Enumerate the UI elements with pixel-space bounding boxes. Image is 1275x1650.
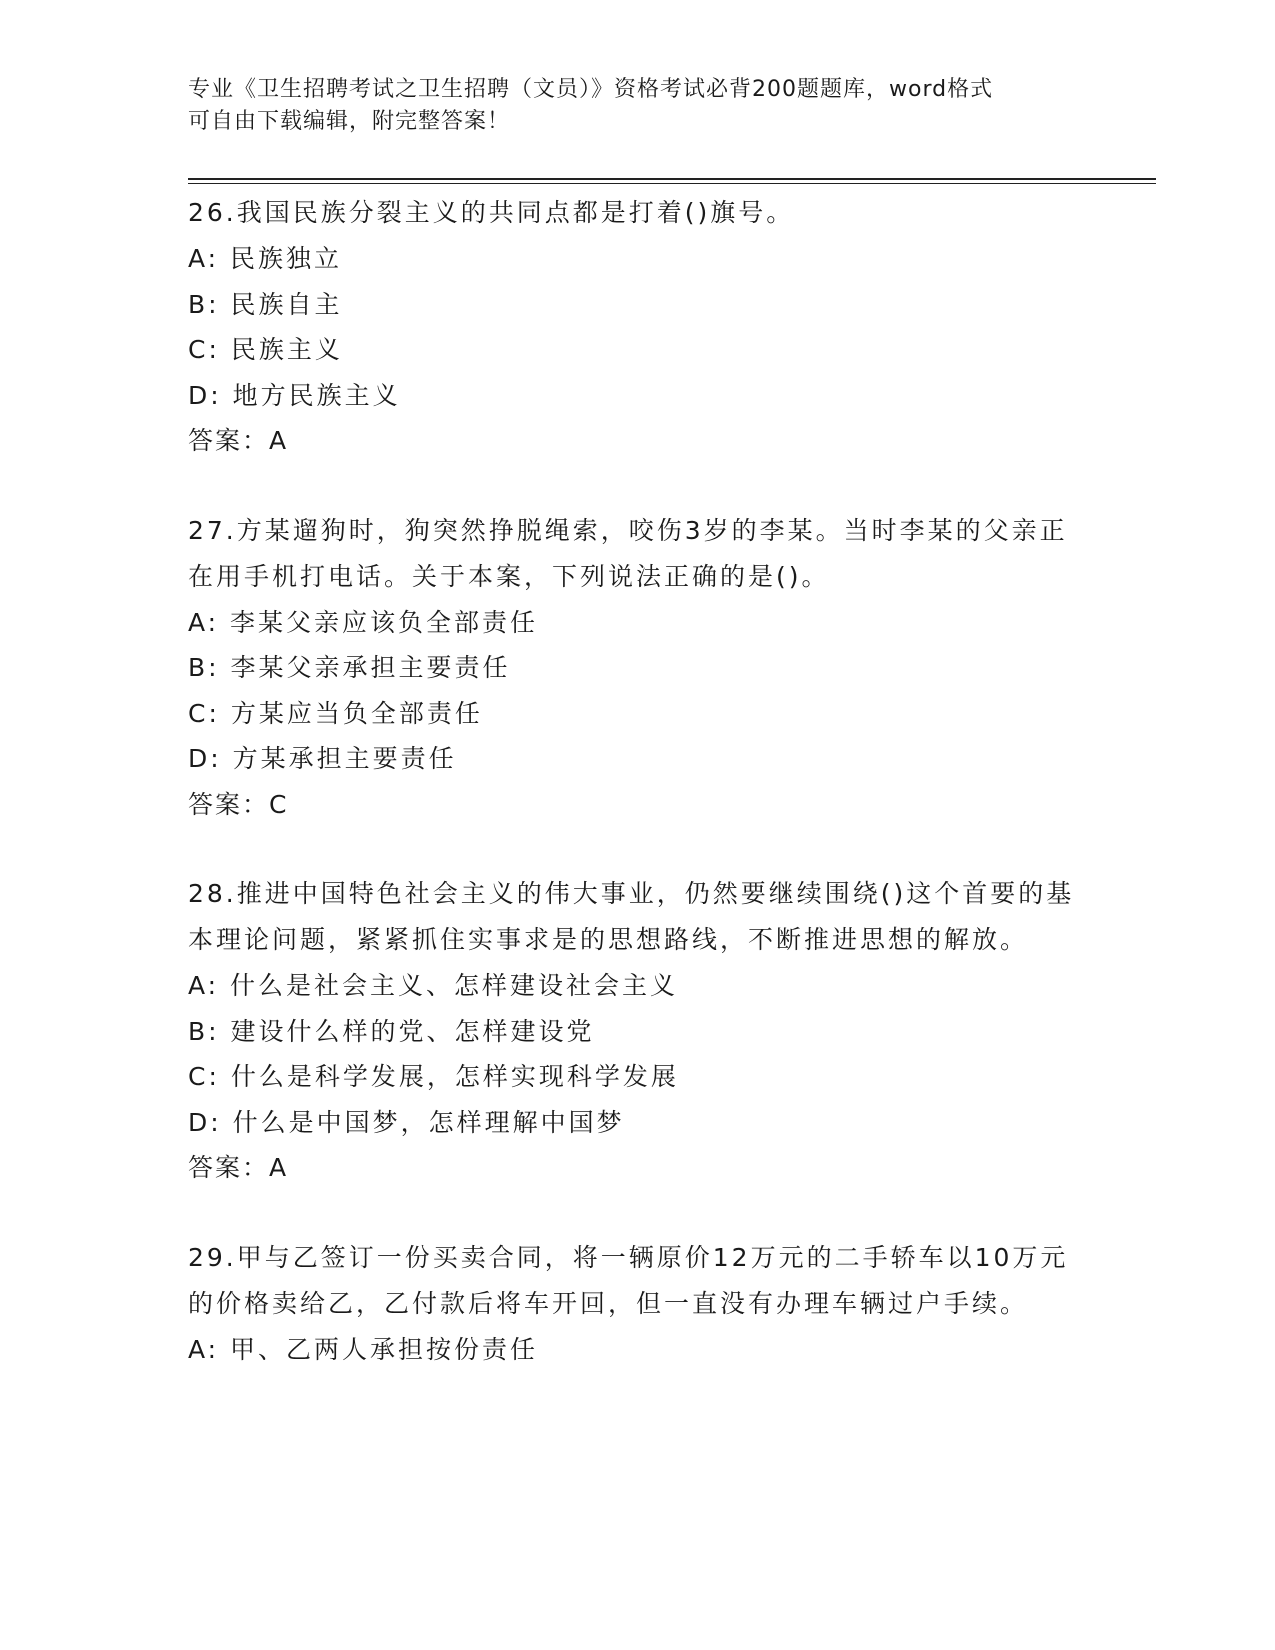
question-stem: 27.方某遛狗时，狗突然挣脱绳索，咬伤3岁的李某。当时李某的父亲正在用手机打电话。关于本案，下列说法正确的是()。 [188,515,1068,591]
header-line-2: 可自由下载编辑，附完整答案！ [188,109,511,134]
question-list [188,190,1088,1416]
option-c: C: 方某应当负全部责任 [188,698,483,728]
option-a: A: 甲、乙两人承担按份责任 [188,1334,539,1364]
header-divider-thick [188,178,1156,180]
answer-line: 答案：A [188,1153,289,1182]
question-27 [188,508,1088,828]
question-stem: 28.推进中国特色社会主义的伟大事业，仍然要继续围绕()这个首要的基本理论问题，紧紧抓住实事求是的思想路线，不断推进思想的解放。 [188,879,1075,954]
option-d: D: 地方民族主义 [188,380,401,410]
option-a: A: 什么是社会主义、怎样建设社会主义 [188,971,679,1000]
question-stem: 29.甲与乙签订一份买卖合同，将一辆原价12万元的二手轿车以10万元的价格卖给乙，乙付款后将车开回，但一直没有办理车辆过户手续。 [188,1242,1069,1318]
option-b: B: 民族自主 [188,289,343,319]
option-d: D: 方某承担主要责任 [188,744,457,773]
document-header [188,74,1088,138]
option-d: D: 什么是中国梦，怎样理解中国梦 [188,1107,625,1137]
question-stem: 26.我国民族分裂主义的共同点都是打着()旗号。 [188,198,795,227]
header-line-1: 专业《卫生招聘考试之卫生招聘（文员）》资格考试必背200题题库，word格式 [188,77,994,102]
question-26 [188,190,1088,464]
option-a: A: 李某父亲应该负全部责任 [188,607,539,637]
option-c: C: 民族主义 [188,335,343,364]
answer-line: 答案：A [188,426,289,455]
header-divider-thin [188,183,1156,184]
option-c: C: 什么是科学发展，怎样实现科学发展 [188,1062,679,1091]
option-b: B: 建设什么样的党、怎样建设党 [188,1016,595,1046]
question-28 [188,871,1088,1191]
question-29 [188,1235,1088,1373]
option-a: A: 民族独立 [188,244,343,273]
answer-line: 答案：C [188,789,289,819]
option-b: B: 李某父亲承担主要责任 [188,653,511,682]
